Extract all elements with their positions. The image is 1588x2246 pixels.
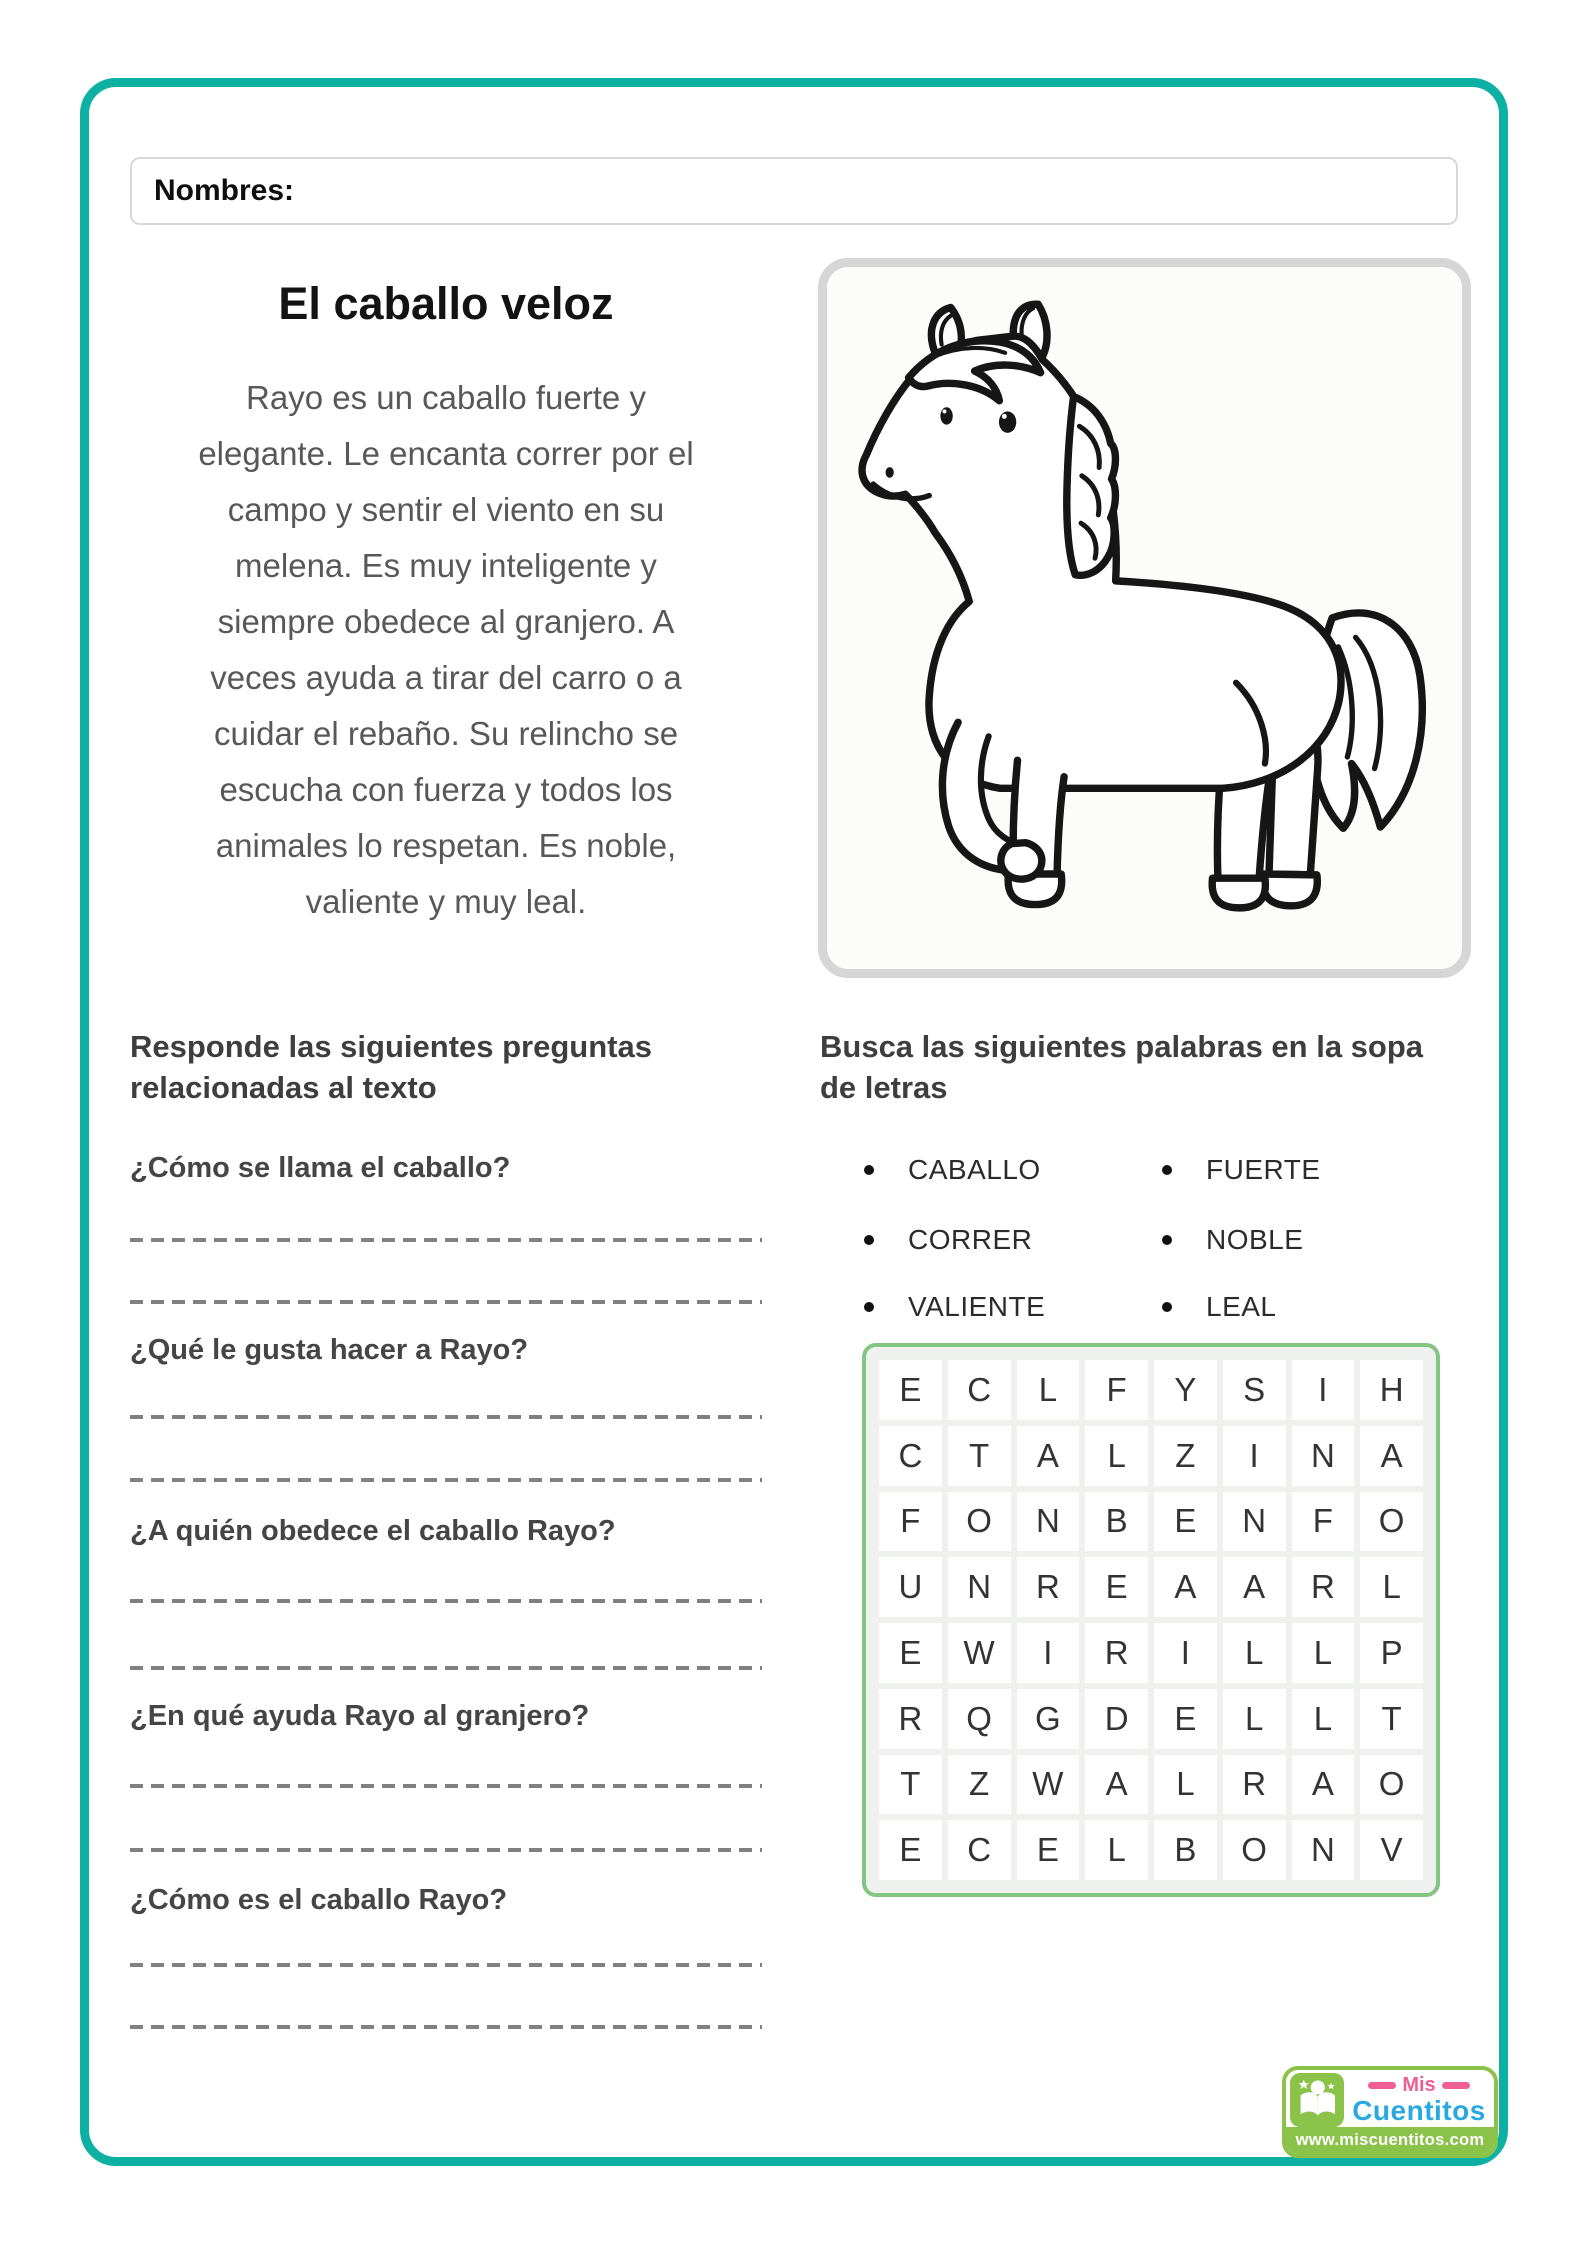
- grid-letter[interactable]: N: [1292, 1426, 1355, 1486]
- word-list-item: LEAL: [1162, 1291, 1277, 1323]
- logo-brand-bottom: Cuentitos: [1352, 2094, 1486, 2126]
- grid-letter[interactable]: G: [1017, 1689, 1080, 1749]
- story-line: valiente y muy leal.: [305, 883, 587, 920]
- grid-letter[interactable]: R: [1223, 1755, 1286, 1815]
- grid-letter[interactable]: N: [948, 1557, 1011, 1617]
- grid-letter[interactable]: C: [948, 1820, 1011, 1880]
- grid-letter[interactable]: W: [1017, 1755, 1080, 1815]
- grid-letter[interactable]: U: [879, 1557, 942, 1617]
- grid-letter[interactable]: L: [1154, 1755, 1217, 1815]
- horse-eye: [999, 411, 1016, 432]
- question-1: ¿Cómo se llama el caballo?: [130, 1152, 511, 1184]
- name-field-label: Nombres:: [154, 174, 295, 207]
- grid-letter[interactable]: Z: [1154, 1426, 1217, 1486]
- book-reader-icon: [1290, 2073, 1344, 2127]
- grid-letter[interactable]: O: [948, 1492, 1011, 1552]
- grid-letter[interactable]: O: [1360, 1755, 1423, 1815]
- question-4: ¿En qué ayuda Rayo al granjero?: [130, 1700, 590, 1732]
- grid-letter[interactable]: W: [948, 1623, 1011, 1683]
- grid-letter[interactable]: A: [1085, 1755, 1148, 1815]
- horse-nostril: [886, 467, 894, 478]
- grid-letter[interactable]: F: [1085, 1360, 1148, 1420]
- question-2: ¿Qué le gusta hacer a Rayo?: [130, 1334, 529, 1366]
- horse-coloring-illustration: [827, 267, 1462, 969]
- answer-line[interactable]: [130, 1415, 762, 1419]
- bullet-icon: [864, 1235, 874, 1245]
- answer-line[interactable]: [130, 1848, 762, 1852]
- bullet-icon: [1162, 1235, 1172, 1245]
- grid-letter[interactable]: N: [1223, 1492, 1286, 1552]
- story-line: campo y sentir el viento en su: [227, 491, 665, 528]
- answer-line[interactable]: [130, 1478, 762, 1482]
- story-line: animales lo respetan. Es noble,: [215, 827, 677, 864]
- word-search-panel: [862, 1343, 1440, 1897]
- grid-letter[interactable]: R: [1017, 1557, 1080, 1617]
- logo-mis-row: [1368, 2074, 1469, 2097]
- story-title: El caballo veloz: [278, 278, 614, 329]
- grid-letter[interactable]: E: [879, 1360, 942, 1420]
- word-search-grid: [879, 1360, 1423, 1880]
- grid-letter[interactable]: O: [1223, 1820, 1286, 1880]
- wordsearch-heading: Busca las siguientes palabras en la sopa de letras: [820, 1029, 1424, 1105]
- grid-letter[interactable]: L: [1017, 1360, 1080, 1420]
- grid-letter[interactable]: L: [1085, 1426, 1148, 1486]
- grid-letter[interactable]: A: [1292, 1755, 1355, 1815]
- pink-dash-icon: [1368, 2082, 1396, 2089]
- grid-letter[interactable]: S: [1223, 1360, 1286, 1420]
- grid-letter[interactable]: A: [1360, 1426, 1423, 1486]
- question-5: ¿Cómo es el caballo Rayo?: [130, 1884, 508, 1916]
- grid-letter[interactable]: R: [879, 1689, 942, 1749]
- grid-letter[interactable]: O: [1360, 1492, 1423, 1552]
- answer-line[interactable]: [130, 1599, 762, 1603]
- story-line: siempre obedece al granjero. A: [217, 603, 675, 640]
- bullet-icon: [1162, 1165, 1172, 1175]
- question-3: ¿A quién obedece el caballo Rayo?: [130, 1515, 616, 1547]
- story-line: Rayo es un caballo fuerte y: [246, 379, 646, 416]
- answer-line[interactable]: [130, 1784, 762, 1788]
- grid-letter[interactable]: B: [1154, 1820, 1217, 1880]
- story-line: cuidar el rebaño. Su relincho se: [213, 715, 679, 752]
- grid-letter[interactable]: L: [1223, 1623, 1286, 1683]
- grid-letter[interactable]: H: [1360, 1360, 1423, 1420]
- bullet-icon: [1162, 1302, 1172, 1312]
- answer-line[interactable]: [130, 1238, 762, 1242]
- logo-text-block: [1348, 2074, 1490, 2127]
- horse-eye: [940, 407, 952, 424]
- grid-letter[interactable]: L: [1292, 1689, 1355, 1749]
- grid-letter[interactable]: E: [1085, 1557, 1148, 1617]
- grid-letter[interactable]: Z: [948, 1755, 1011, 1815]
- grid-letter[interactable]: T: [1360, 1689, 1423, 1749]
- word-list-item: FUERTE: [1162, 1154, 1321, 1186]
- word-list-item: CORRER: [864, 1224, 1032, 1256]
- word-list-item: NOBLE: [1162, 1224, 1303, 1256]
- logo-brand-top: Mis: [1402, 2073, 1436, 2096]
- answer-line[interactable]: [130, 2025, 762, 2029]
- story-text: [118, 370, 774, 930]
- grid-letter[interactable]: B: [1085, 1492, 1148, 1552]
- grid-letter[interactable]: F: [1292, 1492, 1355, 1552]
- horse-illustration-panel: [818, 258, 1471, 978]
- word-list-item: VALIENTE: [864, 1291, 1045, 1323]
- grid-letter[interactable]: L: [1360, 1557, 1423, 1617]
- grid-letter[interactable]: A: [1154, 1557, 1217, 1617]
- story-line: elegante. Le encanta correr por el: [198, 435, 694, 472]
- grid-letter[interactable]: E: [1154, 1689, 1217, 1749]
- answer-line[interactable]: [130, 1666, 762, 1670]
- logo-url: www.miscuentitos.com: [1286, 2127, 1494, 2154]
- grid-letter[interactable]: V: [1360, 1820, 1423, 1880]
- grid-letter[interactable]: L: [1292, 1623, 1355, 1683]
- bullet-icon: [864, 1165, 874, 1175]
- name-field[interactable]: [130, 157, 1458, 225]
- grid-letter[interactable]: A: [1223, 1557, 1286, 1617]
- grid-letter[interactable]: I: [1017, 1623, 1080, 1683]
- story-line: veces ayuda a tirar del carro o a: [210, 659, 682, 696]
- grid-letter[interactable]: T: [948, 1426, 1011, 1486]
- grid-letter[interactable]: Q: [948, 1689, 1011, 1749]
- grid-letter[interactable]: P: [1360, 1623, 1423, 1683]
- grid-letter[interactable]: L: [1223, 1689, 1286, 1749]
- story-line: melena. Es muy inteligente y: [235, 547, 657, 584]
- grid-letter[interactable]: E: [1017, 1820, 1080, 1880]
- brand-logo: [1282, 2066, 1498, 2158]
- pink-dash-icon: [1442, 2082, 1470, 2089]
- grid-letter[interactable]: C: [879, 1426, 942, 1486]
- grid-letter[interactable]: L: [1085, 1820, 1148, 1880]
- grid-letter[interactable]: D: [1085, 1689, 1148, 1749]
- grid-letter[interactable]: T: [879, 1755, 942, 1815]
- grid-letter[interactable]: R: [1085, 1623, 1148, 1683]
- grid-letter[interactable]: E: [1154, 1492, 1217, 1552]
- grid-letter[interactable]: I: [1223, 1426, 1286, 1486]
- answer-line[interactable]: [130, 1963, 762, 1967]
- grid-letter[interactable]: R: [1292, 1557, 1355, 1617]
- questions-heading: Responde las siguientes preguntas relacionadas al texto: [130, 1029, 652, 1105]
- answer-line[interactable]: [130, 1300, 762, 1304]
- grid-letter[interactable]: F: [879, 1492, 942, 1552]
- word-list-item: CABALLO: [864, 1154, 1041, 1186]
- logo-top-row: [1286, 2070, 1494, 2127]
- grid-letter[interactable]: I: [1154, 1623, 1217, 1683]
- grid-letter[interactable]: N: [1292, 1820, 1355, 1880]
- grid-letter[interactable]: A: [1017, 1426, 1080, 1486]
- grid-letter[interactable]: E: [879, 1623, 942, 1683]
- grid-letter[interactable]: N: [1017, 1492, 1080, 1552]
- grid-letter[interactable]: E: [879, 1820, 942, 1880]
- grid-letter[interactable]: I: [1292, 1360, 1355, 1420]
- story-line: escucha con fuerza y todos los: [219, 771, 673, 808]
- grid-letter[interactable]: C: [948, 1360, 1011, 1420]
- bullet-icon: [864, 1302, 874, 1312]
- grid-letter[interactable]: Y: [1154, 1360, 1217, 1420]
